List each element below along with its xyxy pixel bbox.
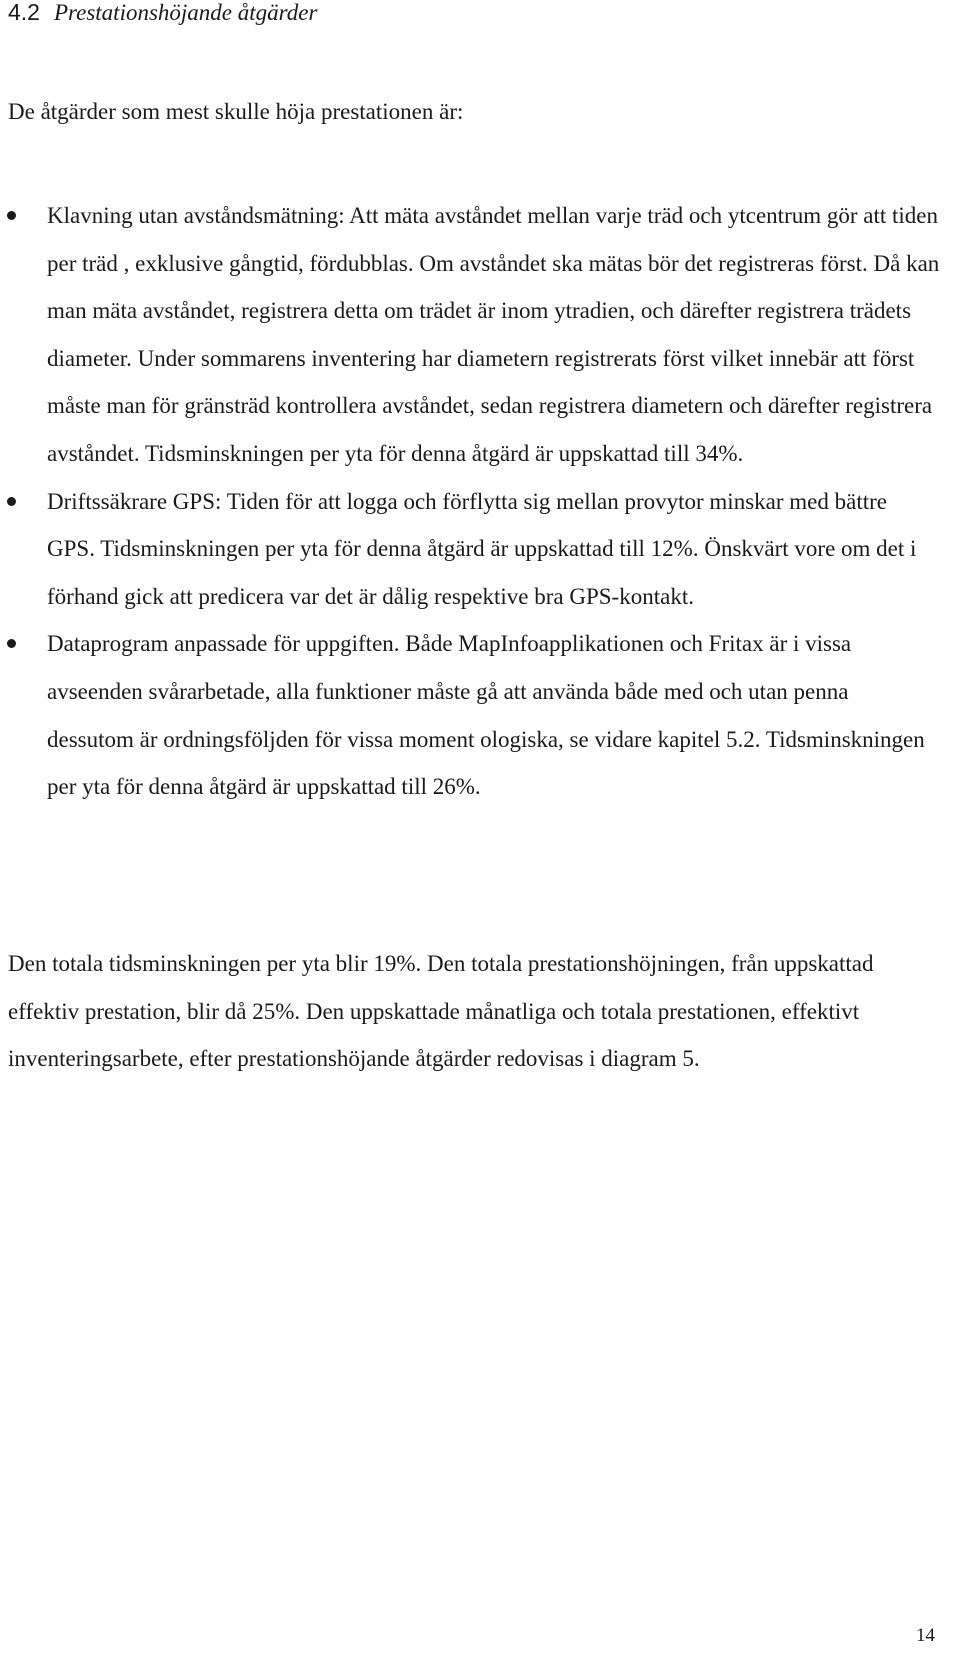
bullet-icon: [7, 497, 16, 506]
bullet-icon: [7, 211, 16, 220]
list-item: [0, 478, 940, 621]
list-item-text: Dataprogram anpassade för uppgiften. Både MapInfoapplikationen och Fritax är i vissa avseenden svårarbetade, alla funktioner måste gå att använda både med och utan penna dessutom är ordningsföljden för vissa moment ologiska, se vidare kapitel 5.2. Tidsminskningen per yta för denna åtgärd är uppskattad till 26%.: [47, 631, 925, 800]
list-item-text: Driftssäkrare GPS: Tiden för att logga och förflytta sig mellan provytor minskar med bättre GPS. Tidsminskningen per yta för denna åtgärd är uppskattad till 12%. Önskvärt vore om det i förhand gick att predicera var det är dålig respektive bra GPS-kontakt.: [47, 488, 917, 609]
measures-list: [0, 192, 940, 811]
section-heading: [8, 0, 317, 31]
intro-paragraph: De åtgärder som mest skulle höja prestationen är:: [8, 99, 464, 124]
section-number: 4.2: [8, 0, 40, 25]
page-number: 14: [916, 1625, 935, 1646]
list-item: [0, 620, 940, 810]
list-item: [0, 192, 940, 478]
bullet-icon: [7, 639, 16, 648]
list-item-text: Klavning utan avståndsmätning: Att mäta avståndet mellan varje träd och ytcentrum gör att tiden per träd , exklusive gångtid, fördubblas. Om avståndet ska mätas bör det registreras först. Då kan man mäta avståndet, registrera detta om trädet är inom ytradien, och därefter registrera trädets diameter. Under sommarens inventering har diametern registrerats först vilket innebär att först måste man för gränsträd kontrollera avståndet, sedan registrera diametern och därefter registrera avståndet. Tidsminskningen per yta för denna åtgärd är uppskattad till 34%.: [47, 203, 940, 466]
summary-paragraph: Den totala tidsminskningen per yta blir 19%. Den totala prestationshöjningen, från uppskattad effektiv prestation, blir då 25%. Den uppskattade månatliga och totala prestationen, effektivt inventeringsarbete, efter prestationshöjande åtgärder redovisas i diagram 5.: [8, 951, 874, 1071]
section-title: Prestationshöjande åtgärder: [53, 0, 318, 25]
